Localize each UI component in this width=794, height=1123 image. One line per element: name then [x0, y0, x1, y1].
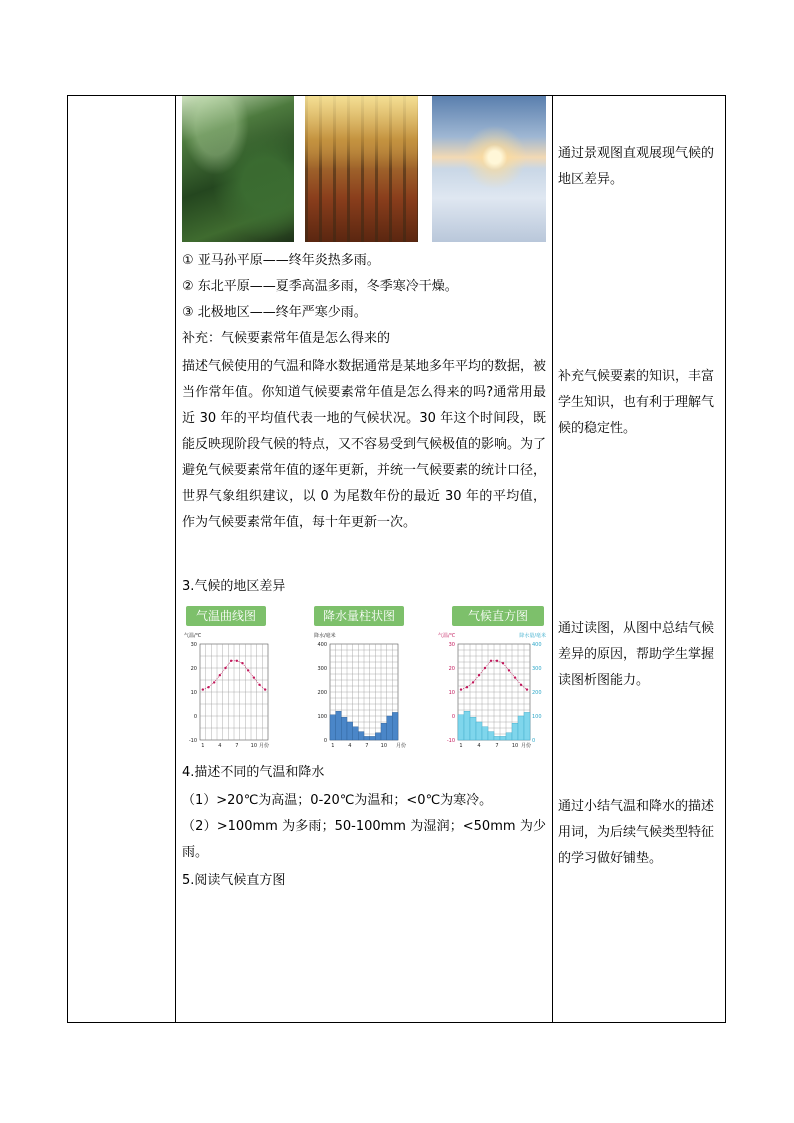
temperature-point [253, 676, 255, 678]
y-tick-label-right: 300 [532, 666, 542, 672]
temperature-point [219, 674, 221, 676]
temperature-point [484, 667, 486, 669]
precipitation-bar [341, 717, 347, 740]
x-tick-label: 10 [380, 743, 388, 749]
precipitation-bar [470, 717, 476, 740]
x-tick-label: 1 [331, 743, 335, 749]
x-tick-label: 4 [218, 743, 222, 749]
y-tick-label: 20 [190, 666, 197, 672]
x-tick-label: 1 [459, 743, 463, 749]
precipitation-bar [488, 732, 494, 740]
temperature-point [466, 686, 468, 688]
x-tick-label: 10 [250, 743, 258, 749]
y-tick-label-right: 400 [532, 642, 542, 648]
precipitation-bar [464, 711, 470, 740]
temperature-point [241, 662, 243, 664]
note-chart-reading: 通过读图，从图中总结气候差异的原因，帮助学生掌握读图析图能力。 [558, 621, 715, 688]
precipitation-bar [370, 736, 376, 740]
climate-histogram-chart [436, 628, 548, 752]
precipitation-bar [506, 733, 512, 740]
precipitation-bar [494, 736, 500, 740]
y-tick-label-left: -10 [446, 738, 455, 744]
y-tick-label-right: 0 [532, 738, 536, 744]
precipitation-bar [518, 716, 524, 740]
y-tick-label: 400 [317, 642, 327, 648]
temperature-point [258, 684, 260, 686]
temperature-point [247, 669, 249, 671]
note-landscape: 通过景观图直观展现气候的地区差异。 [558, 146, 715, 187]
x-axis-label: 月份 [258, 743, 269, 749]
precipitation-bar [358, 732, 364, 740]
note-terms-summary: 通过小结气温和降水的描述用词，为后续气候类型特征的学习做好铺垫。 [558, 799, 715, 866]
supplement-heading: 补充：气候要素常年值是怎么得来的 [182, 331, 391, 346]
x-axis-label: 月份 [520, 743, 531, 749]
column-divider-1 [175, 96, 176, 1022]
precipitation-bar-chart [310, 628, 410, 752]
temperature-point [496, 660, 498, 662]
section-heading-5: 5.阅读气候直方图 [182, 873, 286, 888]
x-tick-label: 10 [511, 743, 519, 749]
y-tick-label: 0 [193, 714, 197, 720]
temperature-point [207, 686, 209, 688]
precipitation-bar [482, 727, 488, 740]
temperature-point [264, 688, 266, 690]
temperature-curve-chart [182, 628, 278, 752]
precipitation-bar [336, 711, 342, 740]
y-tick-label-left: 10 [448, 690, 455, 696]
temperature-point [472, 681, 474, 683]
temperature-point [508, 669, 510, 671]
section-heading-3: 3.气候的地区差异 [182, 579, 286, 594]
temperature-point [202, 688, 204, 690]
region-line-arctic: ③ 北极地区——终年严寒少雨。 [182, 305, 367, 320]
y-tick-label: 10 [190, 690, 197, 696]
temperature-point [490, 660, 492, 662]
x-tick-label: 4 [348, 743, 352, 749]
chip-temperature-curve: 气温曲线图 [186, 606, 266, 626]
x-tick-label: 7 [235, 743, 239, 749]
precipitation-bar [375, 733, 381, 740]
x-tick-label: 1 [201, 743, 205, 749]
precipitation-bar [330, 715, 336, 740]
precipitation-bar [364, 736, 370, 740]
y-tick-label-left: 30 [448, 642, 455, 648]
x-tick-label: 7 [365, 743, 369, 749]
y-tick-label: 200 [317, 690, 327, 696]
precipitation-bar [387, 716, 393, 740]
precipitation-bar [512, 723, 518, 740]
y-tick-label: 30 [190, 642, 197, 648]
y-tick-label: 0 [323, 738, 327, 744]
precipitation-bar [458, 715, 464, 740]
supplement-paragraph: 描述气候使用的气温和降水数据通常是某地多年平均的数据，被当作常年值。你知道气候要素常年值是怎么得来的吗?通常用最近 30 年的平均值代表一地的气候状况。30 年这个时间段，既能反映现阶段气候的特点，又不容易受到气候极值的影响。为了避免气候要素常年值的逐年更新，并统一气候要素的统计口径，世界气象组织建议，以 0 为尾数年份的最近 30 年的平均值，作为气候要素常年值，每十年更新一次。 [182, 359, 547, 530]
temperature-point [514, 676, 516, 678]
y-axis-label-left: 气温/℃ [438, 633, 456, 639]
snowfield-photo [432, 96, 546, 242]
temperature-point [213, 681, 215, 683]
temperature-point [236, 660, 238, 662]
precipitation-bar [500, 736, 506, 740]
landscape-photos [182, 96, 546, 242]
temperature-point [502, 662, 504, 664]
rainforest-photo [182, 96, 294, 242]
y-tick-label: 300 [317, 666, 327, 672]
y-axis-label-right: 降水量/毫米 [519, 633, 546, 639]
temperature-point [224, 667, 226, 669]
precipitation-bar [381, 723, 387, 740]
precipitation-bar [353, 727, 359, 740]
precipitation-bar [392, 712, 398, 740]
x-tick-label: 7 [495, 743, 499, 749]
autumn-forest-photo [305, 96, 418, 242]
y-tick-label: 100 [317, 714, 327, 720]
temperature-point [230, 660, 232, 662]
x-axis-label: 月份 [395, 743, 406, 749]
chip-precipitation-bars: 降水量柱状图 [314, 606, 404, 626]
precipitation-bar [476, 722, 482, 740]
chip-climate-chart: 气候直方图 [452, 606, 544, 626]
temperature-point [526, 688, 528, 690]
y-tick-label-right: 200 [532, 690, 542, 696]
y-tick-label: -10 [188, 738, 197, 744]
y-tick-label-left: 0 [451, 714, 455, 720]
precipitation-bar [347, 722, 353, 740]
temperature-point [478, 674, 480, 676]
region-line-amazon: ① 亚马孙平原——终年炎热多雨。 [182, 253, 380, 268]
x-tick-label: 4 [477, 743, 481, 749]
y-tick-label-left: 20 [448, 666, 455, 672]
y-axis-label: 降水/毫米 [314, 633, 336, 639]
region-line-northeast: ② 东北平原——夏季高温多雨，冬季寒冷干燥。 [182, 279, 458, 294]
temperature-point [460, 688, 462, 690]
note-climate-normals: 补充气候要素的知识，丰富学生知识，也有利于理解气候的稳定性。 [558, 369, 715, 436]
y-axis-label: 气温/℃ [184, 633, 202, 639]
temperature-point [520, 684, 522, 686]
precipitation-terms: （2）>100mm 为多雨；50-100mm 为湿润；<50mm 为少雨。 [182, 819, 546, 860]
temperature-terms: （1）>20℃为高温；0-20℃为温和；<0℃为寒冷。 [182, 793, 493, 808]
section-heading-4: 4.描述不同的气温和降水 [182, 765, 325, 780]
y-tick-label-right: 100 [532, 714, 542, 720]
column-divider-2 [552, 96, 553, 1022]
precipitation-bar [524, 712, 530, 740]
